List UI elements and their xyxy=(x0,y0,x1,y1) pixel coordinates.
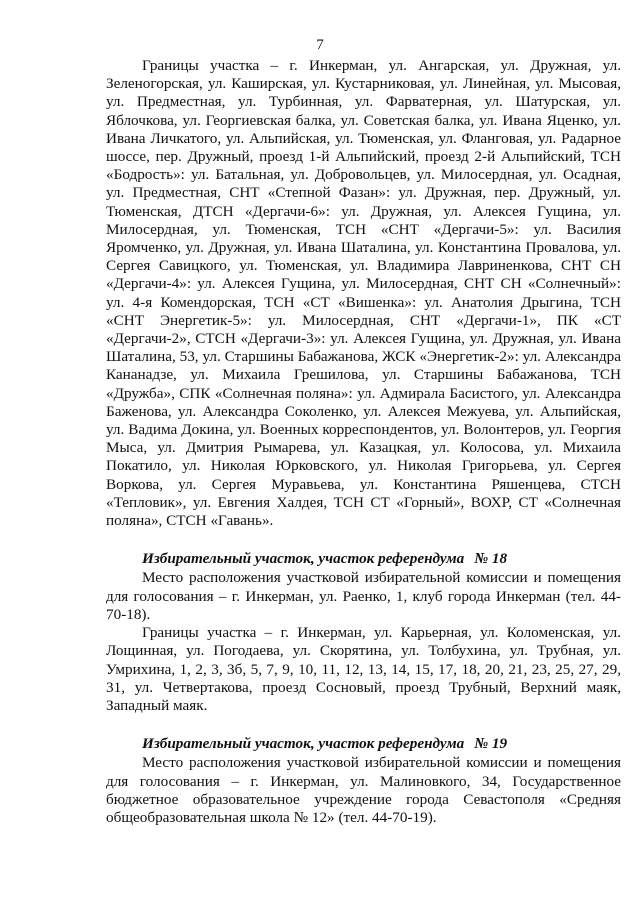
section-number: № 18 xyxy=(474,550,508,568)
location-paragraph-19: Место расположения участковой избирательной комиссии и помещения для голосования – г. Инкерман, ул. Малиновкого, 34, Государственное бюджетное образовательное учреждение города Севастополя «Средняя общеобразовательная школа № 12» (тел. 44-70-19). xyxy=(106,754,621,826)
page-number: 7 xyxy=(316,37,324,53)
boundaries-paragraph-17: Границы участка – г. Инкерман, ул. Ангарская, ул. Дружная, ул. Зеленогорская, ул. Каширская, ул. Кустарниковая, ул. Линейная, ул. Мысовая, ул. Предместная, ул. Турбинная, ул. Фарватерная, ул. Шатурская, ул. Яблочкова, ул. Георгиевская балка, ул. Советская балка, ул. Ивана Яценко, ул. Ивана Личкатого, ул. Альпийская, ул. Тюменская, ул. Фланговая, ул. Радарное шоссе, пер. Дружный, проезд 1-й Альпийский, проезд 2-й Альпийский, ТСН «Бодрость»: ул. Батальная, ул. Добровольцев, ул. Милосердная, ул. Осадная, ул. Предместная, СНТ «Степной Фазан»: ул. Дружная, пер. Дружный, ул. Тюменская, ДТСН «Дергачи-6»: ул. Дружная, ул. Алексея Гущина, ул. Милосердная, ул. Тюменская, ТСН «СНТ «Дергачи-5»: ул. Василия Яромченко, ул. Дружная, ул. Ивана Шаталина, ул. Константина Провалова, ул. Сергея Савицкого, ул. Тюменская, ул. Владимира Лавриненкова, СНТ СН «Дергачи-4»: ул. Алексея Гущина, ул. Милосердная, СНТ СН «Солнечный»: ул. 4-я Комендорская, ТСН «СТ «Вишенка»: ул. Анатолия Дрыгина, ТСН «СНТ Энергетик-5»: ул. Милосердная, СНТ «Дергачи-1», ПК «СТ «Дергачи-2», СТСН «Дергачи-3»: ул. Алексея Гущина, ул. Дружная, ул. Ивана Шаталина, 53, ул. Старшины Бабажанова, ЖСК «Энергетик-2»: ул. Александра Кананадзе, ул. Михаила Грешилова, ул. Старшины Бабажанова, ТСН «Дружба», СПК «Солнечная поляна»: ул. Адмирала Басистого, ул. Александра Баженова, ул. Александра Соколенко, ул. Алексея Межуева, ул. Альпийская, ул. Вадима Докина, ул. Военных корреспондентов, ул. Волонтеров, ул. Георгия Мыса, ул. Дмитрия Рымарева, ул. Казацкая, ул. Колосова, ул. Михаила Покатило, ул. Николая Юрковского, ул. Николая Григорьева, ул. Сергея Воркова, ул. Сергея Муравьева, ул. Константина Ряшенцева, СТСН «Тепловик», ул. Евгения Халдея, ТСН СТ «Горный», ВОХР, СТ «Солнечная поляна», СТСН «Гавань». xyxy=(106,57,621,530)
section-heading-19 xyxy=(106,735,621,753)
location-paragraph-18: Место расположения участковой избирательной комиссии и помещения для голосования – г. Инкерман, ул. Раенко, 1, клуб города Инкерман (тел. 44-70-18). xyxy=(106,569,621,623)
section-number: № 19 xyxy=(474,735,508,753)
section-heading-text: Избирательный участок, участок референдума xyxy=(142,735,465,753)
document-body xyxy=(106,57,621,827)
boundaries-paragraph-18: Границы участка – г. Инкерман, ул. Карьерная, ул. Коломенская, ул. Лощинная, ул. Погодаева, ул. Скорятина, ул. Толбухина, ул. Трубная, ул. Умрихина, 1, 2, 3, 3б, 5, 7, 9, 10, 11, 12, 13, 14, 15, 17, 18, 20, 21, 23, 25, 27, 29, 31, ул. Четвертакова, проезд Сосновый, проезд Трубный, Верхний маяк, Западный маяк. xyxy=(106,624,621,714)
section-heading-text: Избирательный участок, участок референдума xyxy=(142,550,465,568)
section-heading-18 xyxy=(106,550,621,568)
